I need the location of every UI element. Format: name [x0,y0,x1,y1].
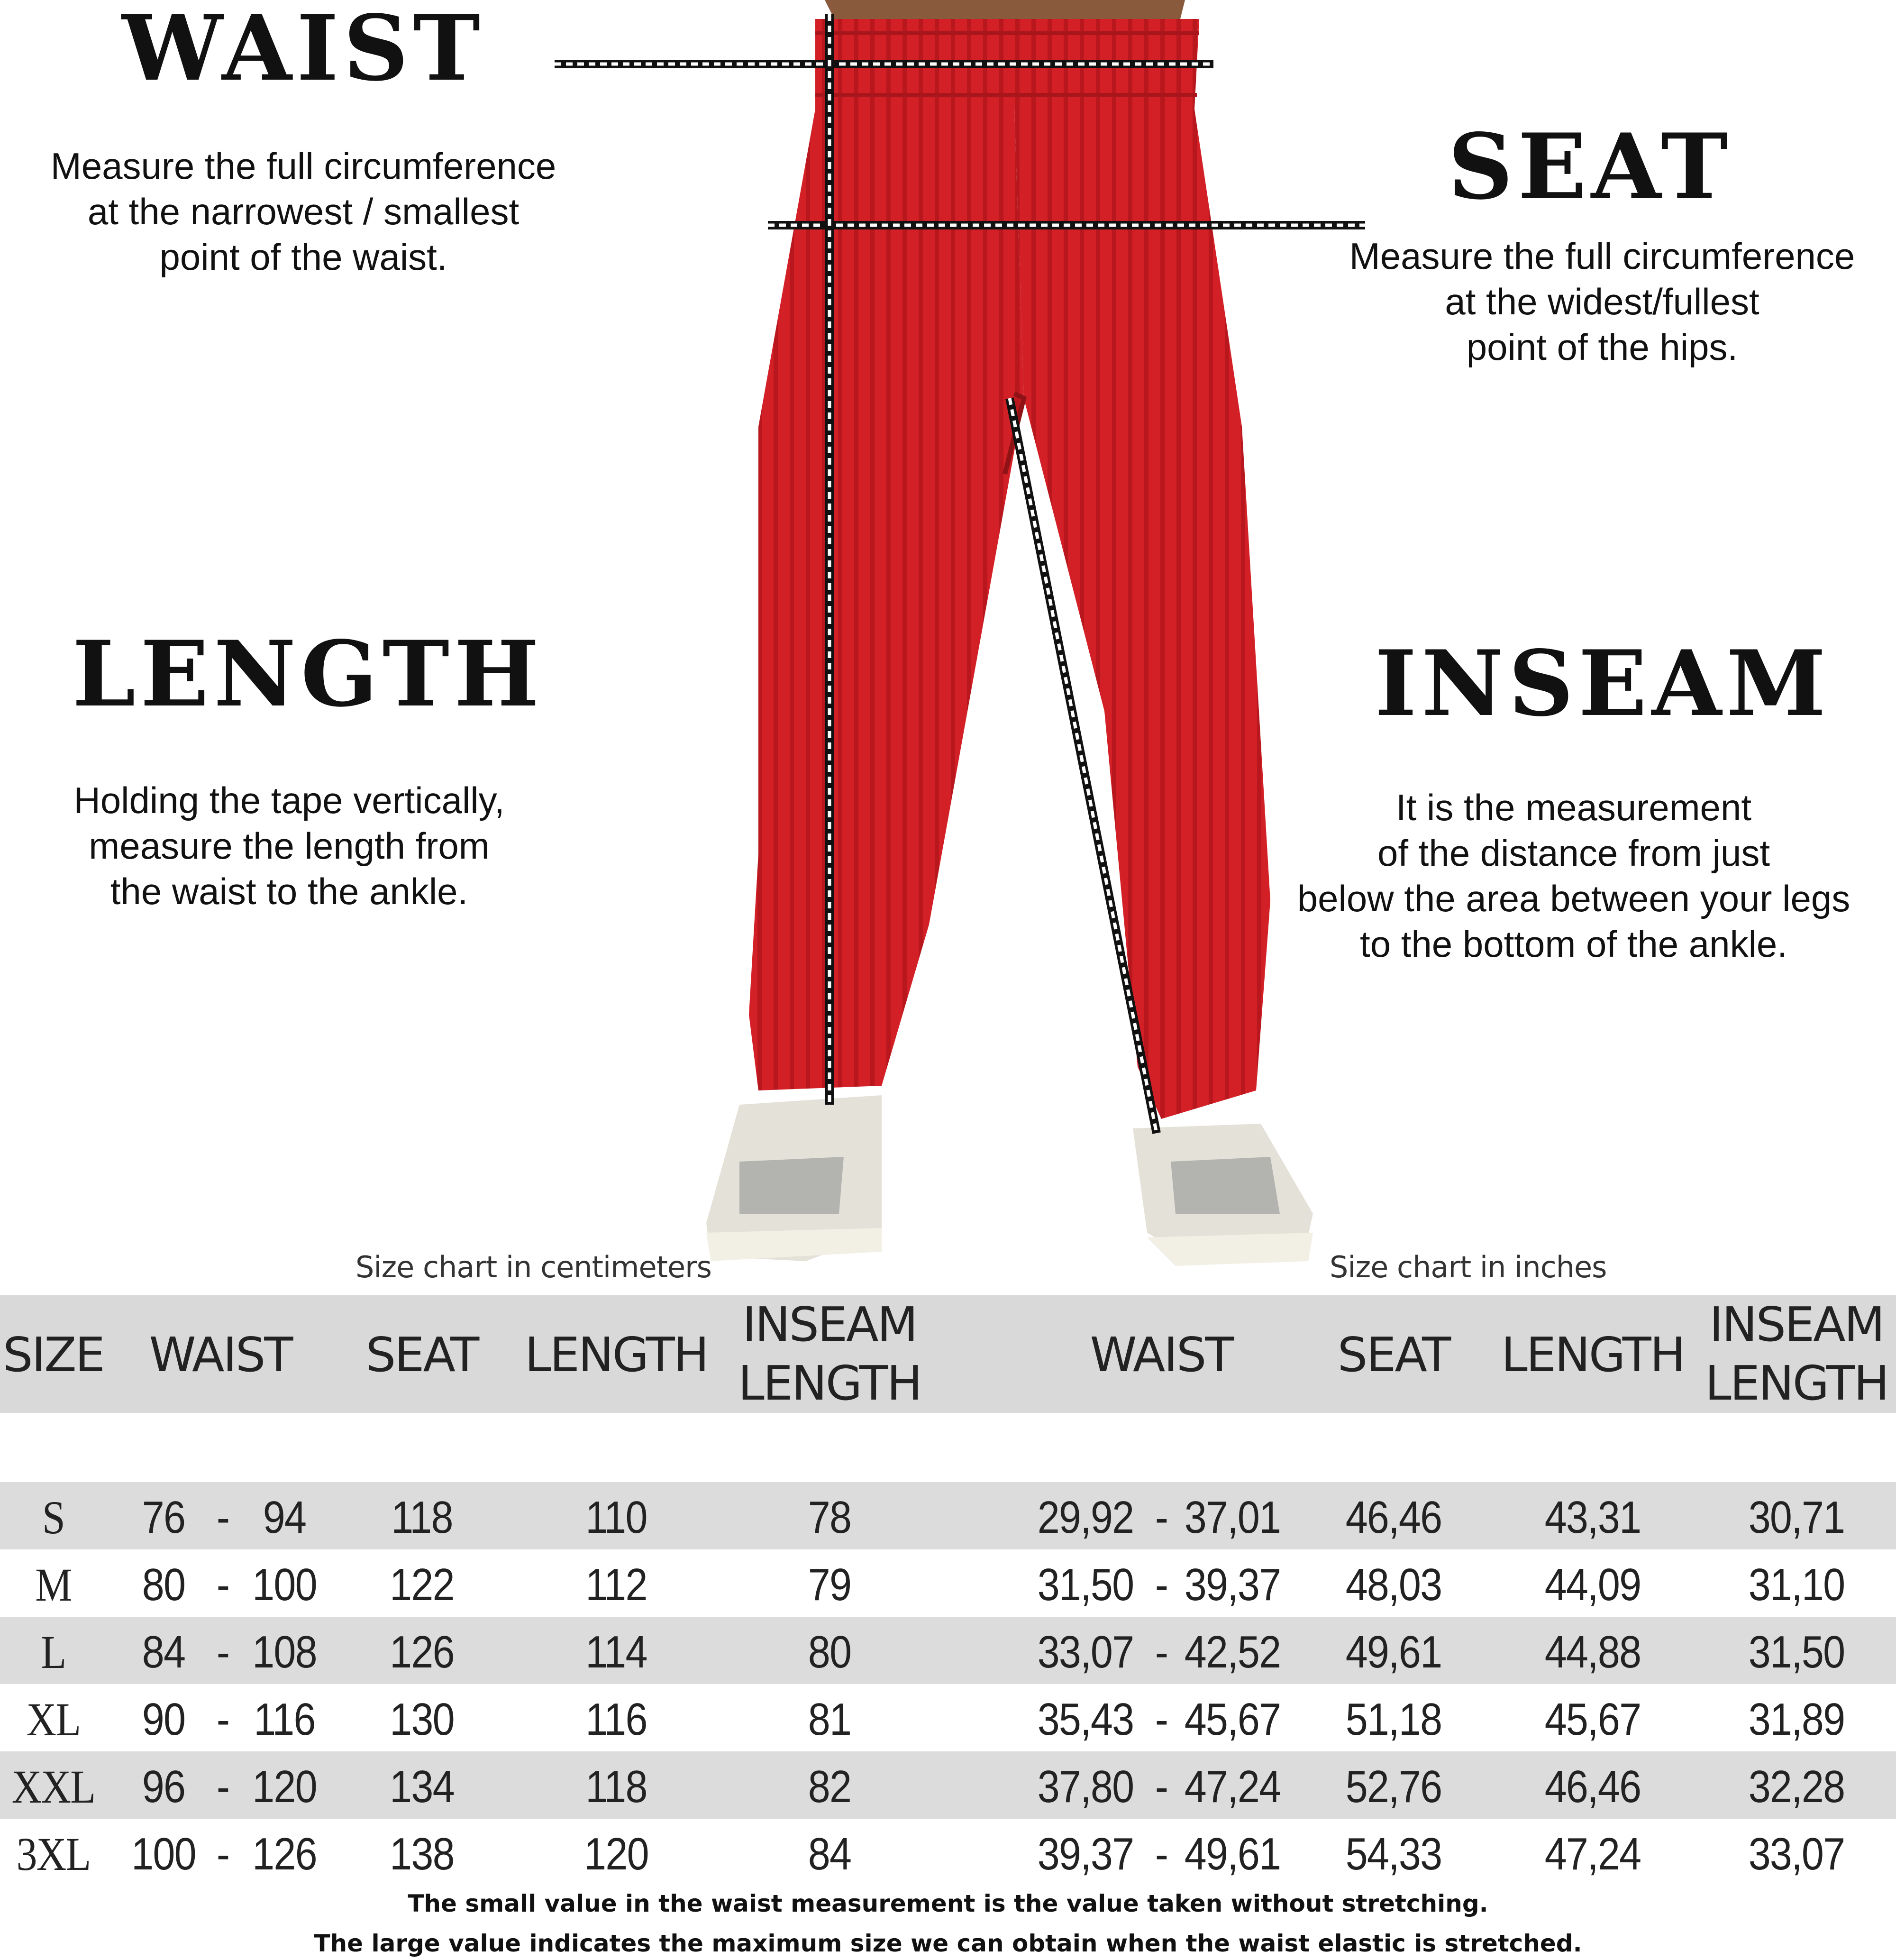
table-row [0,1819,1896,1886]
cell-seat-in: 48,03 [1345,1559,1442,1610]
cell-length-cm: 120 [584,1829,648,1879]
cell-waist-cm-min: 100 [131,1829,196,1879]
col-header-inseam-in: INSEAM LENGTH [1705,1297,1888,1411]
cell-size: M [35,1558,72,1611]
cell-waist-in-max: 37,01 [1184,1492,1281,1543]
cell-inseam-in: 33,07 [1748,1829,1845,1879]
cell-size: S [42,1491,65,1544]
cell-inseam-cm: 84 [808,1829,851,1879]
cell-waist-in-max: 42,52 [1184,1627,1281,1677]
inseam-description: It is the measurement of the distance from just below the area between your legs to the bottom of the ankle. [1297,787,1850,965]
cell-waist-cm-max: 100 [252,1559,317,1610]
cell-seat-in: 49,61 [1345,1627,1442,1677]
table-row [0,1617,1896,1684]
cell-size: XXL [11,1760,95,1813]
cell-waist-in-min: 35,43 [1037,1694,1134,1745]
torso-skin [825,0,1185,19]
cell-waist-cm-separator: - [216,1627,229,1677]
footnote-stretched: The large value indicates the maximum size we can obtain when the waist elastic is stretched. [314,1930,1582,1957]
cell-waist-in-separator: - [1155,1627,1168,1677]
cell-seat-in: 51,18 [1345,1694,1442,1745]
cell-length-in: 45,67 [1544,1694,1641,1745]
cell-seat-cm: 134 [390,1761,454,1812]
cell-waist-in-min: 29,92 [1037,1492,1134,1543]
cell-inseam-in: 31,10 [1748,1559,1845,1610]
cell-length-in: 44,09 [1544,1559,1641,1610]
seat-description: Measure the full circumference at the widest/fullest point of the hips. [1349,235,1855,368]
cell-waist-in-max: 45,67 [1184,1694,1281,1745]
cell-waist-cm-min: 76 [142,1492,185,1543]
cell-waist-in-separator: - [1155,1559,1168,1610]
cell-seat-cm: 122 [390,1559,454,1610]
cell-size: 3XL [16,1828,91,1880]
cell-waist-cm-separator: - [216,1829,229,1879]
heading-length: LENGTH [72,621,544,727]
col-header-waist-cm: WAIST [149,1327,292,1383]
cell-waist-cm-min: 96 [142,1761,185,1812]
left-shoe [706,1095,882,1261]
cell-length-cm: 110 [585,1492,647,1543]
col-header-length-cm: LENGTH [525,1327,708,1383]
heading-seat: SEAT [1448,114,1733,220]
heading-inseam: INSEAM [1375,631,1831,736]
cell-inseam-in: 30,71 [1748,1492,1845,1543]
cell-inseam-in: 32,28 [1748,1761,1845,1812]
cell-length-cm: 116 [585,1694,647,1745]
cell-seat-in: 46,46 [1345,1492,1442,1543]
cell-length-in: 46,46 [1544,1761,1641,1812]
cell-waist-cm-max: 94 [263,1492,306,1543]
cell-waist-cm-max: 116 [254,1694,315,1745]
heading-waist: WAIST [121,0,485,101]
cell-waist-cm-max: 108 [252,1627,317,1677]
cell-seat-cm: 138 [390,1829,454,1879]
col-header-length-in: LENGTH [1501,1327,1684,1383]
cell-seat-cm: 130 [390,1694,454,1745]
col-header-inseam-cm: INSEAM LENGTH [738,1297,921,1411]
cell-size: XL [26,1693,81,1746]
cell-waist-in-max: 47,24 [1184,1761,1281,1812]
cell-waist-in-separator: - [1155,1694,1168,1745]
cell-inseam-in: 31,50 [1748,1627,1845,1677]
cell-waist-in-separator: - [1155,1492,1168,1543]
cell-seat-cm: 118 [391,1492,453,1543]
cell-waist-in-min: 33,07 [1037,1627,1134,1677]
right-shoe [1133,1124,1313,1266]
cell-inseam-cm: 79 [808,1559,851,1610]
col-header-seat-in: SEAT [1337,1327,1450,1383]
cell-waist-cm-separator: - [216,1694,229,1745]
cell-inseam-cm: 82 [808,1761,851,1812]
waist-description: Measure the full circumference at the narrowest / smallest point of the waist. [50,145,556,278]
cell-waist-in-separator: - [1155,1761,1168,1812]
cell-waist-cm-min: 84 [142,1627,185,1677]
table-row [0,1684,1896,1751]
cell-waist-cm-max: 120 [252,1761,317,1812]
col-header-waist-in: WAIST [1090,1327,1233,1383]
cell-length-in: 43,31 [1544,1492,1641,1543]
cell-inseam-cm: 81 [808,1694,851,1745]
pants-left-leg [749,109,1024,1090]
cell-waist-cm-separator: - [216,1559,229,1610]
cell-size: L [41,1626,66,1678]
caption-inches: Size chart in inches [1330,1250,1607,1284]
table-row [0,1751,1896,1819]
cell-waist-cm-min: 80 [142,1559,185,1610]
cell-length-cm: 114 [585,1627,647,1677]
cell-inseam-cm: 80 [808,1627,851,1677]
cell-length-cm: 112 [585,1559,647,1610]
cell-inseam-cm: 78 [808,1492,851,1543]
cell-seat-in: 54,33 [1345,1829,1442,1879]
cell-inseam-in: 31,89 [1748,1694,1845,1745]
col-header-seat-cm: SEAT [365,1327,478,1383]
cell-waist-in-separator: - [1155,1829,1168,1879]
table-row [0,1549,1896,1617]
footnote-unstretched: The small value in the waist measurement is the value taken without stretching. [408,1890,1488,1917]
length-description: Holding the tape vertically, measure the length from the waist to the ankle. [73,779,505,912]
cell-waist-cm-max: 126 [252,1829,317,1879]
cell-waist-cm-min: 90 [142,1694,185,1745]
cell-length-in: 44,88 [1544,1627,1641,1677]
cell-waist-cm-separator: - [216,1761,229,1812]
cell-seat-in: 52,76 [1345,1761,1442,1812]
cell-length-in: 47,24 [1544,1829,1641,1879]
table-row [0,1482,1896,1549]
cell-waist-in-max: 39,37 [1184,1559,1281,1610]
cell-waist-in-max: 49,61 [1184,1829,1281,1879]
cell-waist-in-min: 39,37 [1037,1829,1134,1879]
col-header-size: SIZE [3,1327,104,1383]
cell-length-cm: 118 [585,1761,647,1812]
cell-waist-cm-separator: - [216,1492,229,1543]
cell-seat-cm: 126 [390,1627,454,1677]
cell-waist-in-min: 37,80 [1037,1761,1134,1812]
cell-waist-in-min: 31,50 [1037,1559,1134,1610]
caption-centimeters: Size chart in centimeters [356,1250,711,1284]
